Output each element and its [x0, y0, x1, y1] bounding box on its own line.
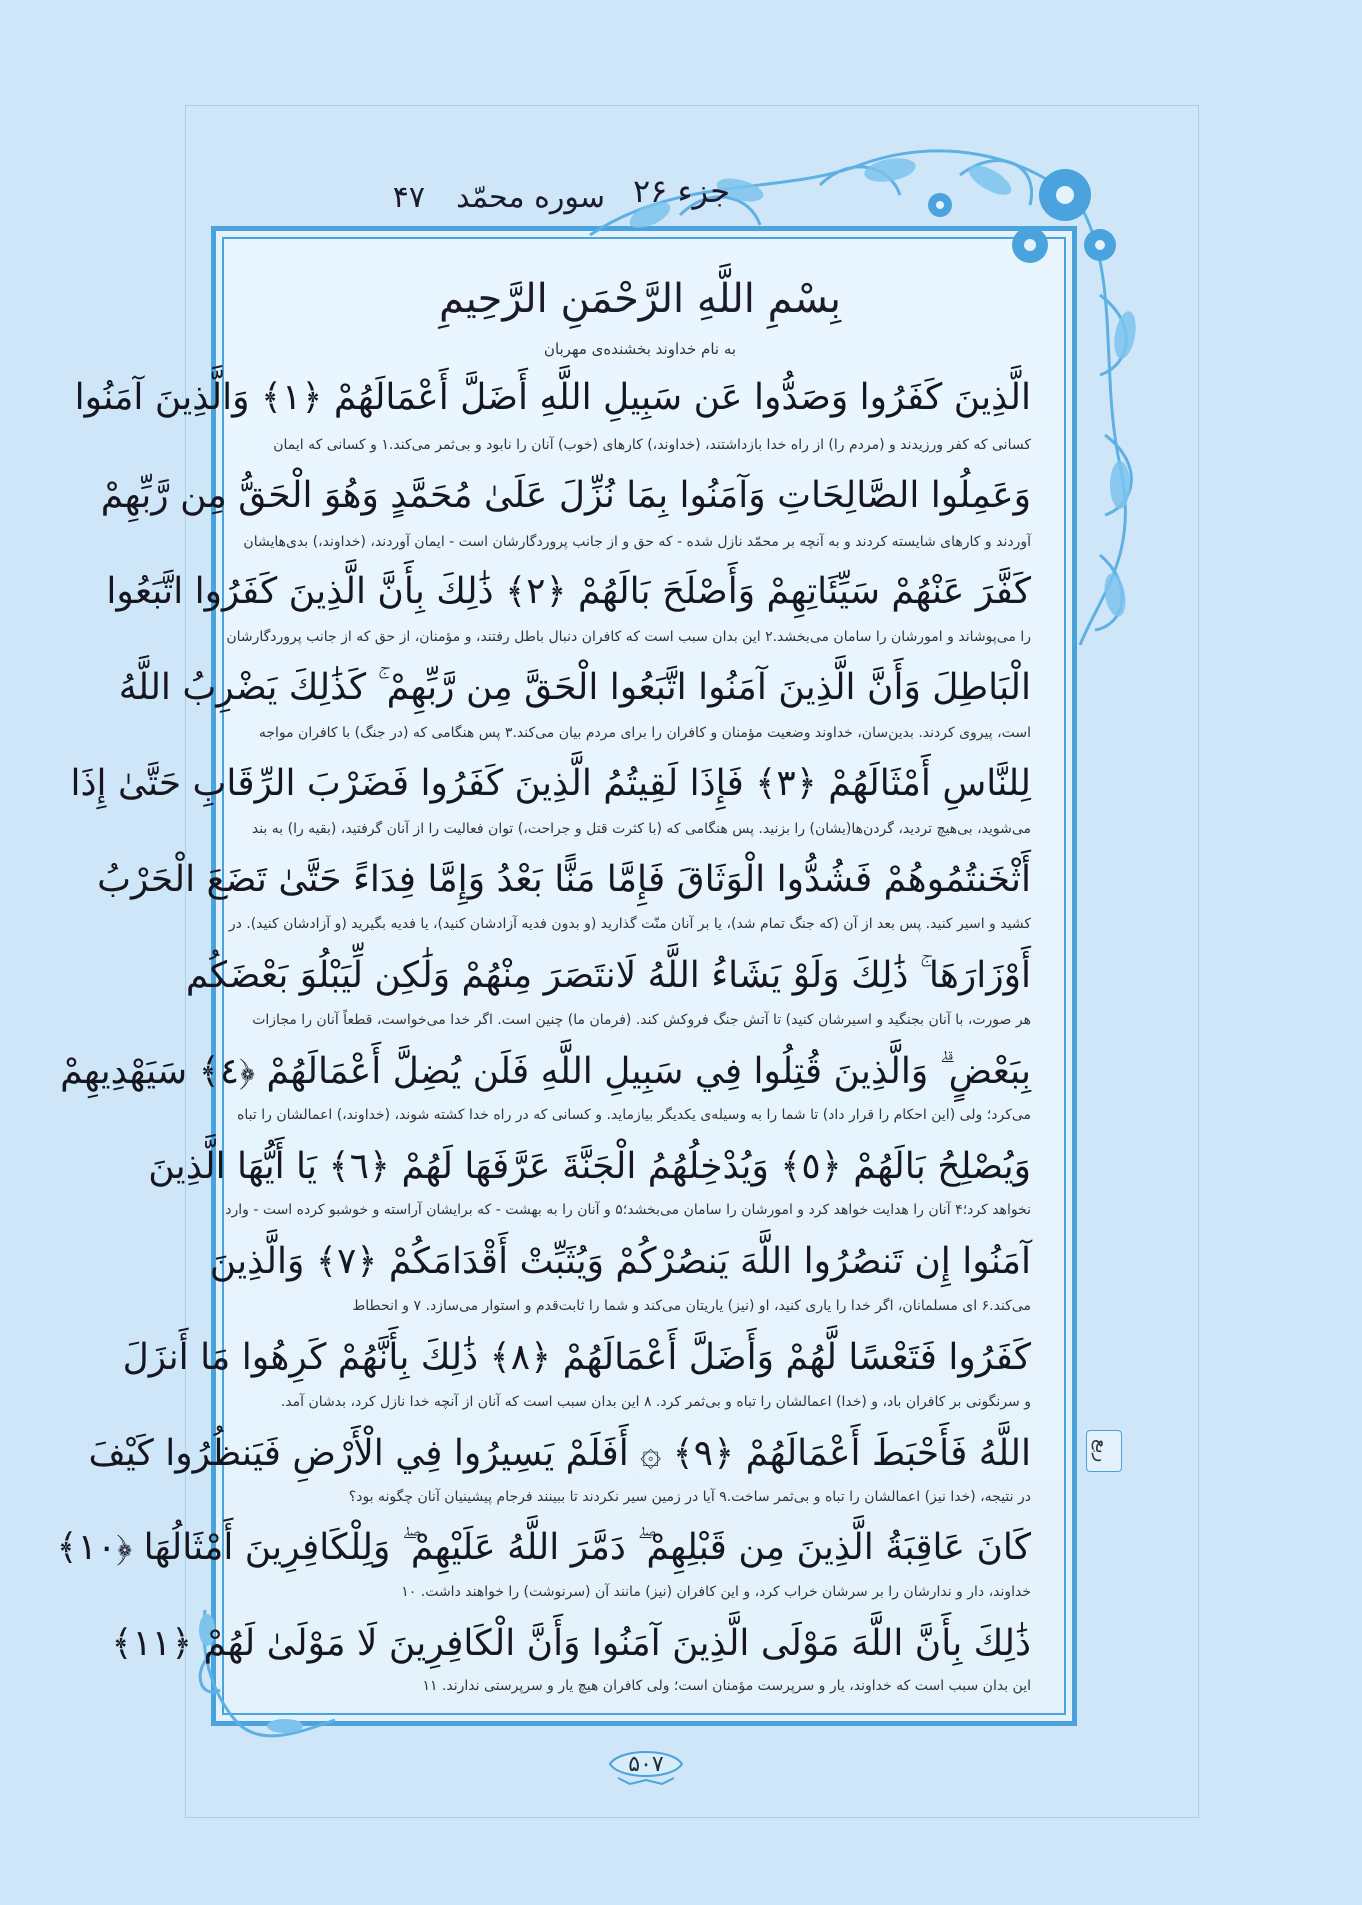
translation-line: می‌کرد؛ ولی (این احکام را قرار داد) تا شما را به وسیله‌ی یکدیگر بیازماید. و کسانی که در راه خدا کشته شوند، (خداوند،) اعمالشان را تباه — [237, 1107, 1031, 1123]
verse-line: أَوْزَارَهَا ۚ ذَٰلِكَ وَلَوْ يَشَاءُ اللَّهُ لَانتَصَرَ مِنْهُمْ وَلَٰكِن لِّيَبْلُوَ بَعْضَكُم — [185, 955, 1031, 996]
translation-line: را می‌پوشاند و امورشان را سامان می‌بخشد.۲ این بدان سبب است که کافران دنبال باطل رفتند، و مؤمنان، از حق که از جانب پروردگارشان — [226, 629, 1031, 645]
translation-line: در نتیجه، (خدا نیز) اعمالشان را تباه و بی‌ثمر ساخت.۹ آیا در زمین سیر نکردند تا ببینند فرجام پیشینیان آنان چگونه بود؟ — [348, 1489, 1031, 1505]
translation-line: و سرنگونی بر کافران باد، و (خدا) اعمالشان را تباه و بی‌ثمر کرد. ۸ این بدان سبب است که آنان از آنچه خدا نازل کرد، بدشان آمد. — [280, 1394, 1031, 1410]
translation-line: می‌شوید، بی‌هیچ تردید، گردن‌ها(یشان) را بزنید. پس هنگامی که (با کثرت قتل و جراحت،) توان فعالیت را از آنان گرفتید، (بقیه را) به بند — [251, 821, 1031, 837]
translation-line: کسانی که کفر ورزیدند و (مردم را) از راه خدا بازداشتند، (خداوند،) کارهای (خوب) آنان را نابود و بی‌ثمر می‌کند.۱ و کسانی که ایمان — [273, 437, 1031, 453]
translation-line: کشید و اسیر کنید. پس بعد از آن (که جنگ تمام شد)، یا بر آنان منّت گذارید (و بدون فدیه آزادشان کنید)، یا فدیه بگیرید (و آزادشان کنید). در — [228, 916, 1031, 932]
page-header — [370, 172, 730, 222]
translation-line: نخواهد کرد؛۴ آنان را هدایت خواهد کرد و امورشان را سامان می‌بخشد؛۵ و آنان را به بهشت - که برایشان آراسته و خوشبو کرده است - وارد — [225, 1202, 1031, 1218]
verse-line: وَعَمِلُوا الصَّالِحَاتِ وَآمَنُوا بِمَا نُزِّلَ عَلَىٰ مُحَمَّدٍ وَهُوَ الْحَقُّ مِن رَّبِّهِمْ — [100, 475, 1031, 516]
verse-line: وَيُصْلِحُ بَالَهُمْ ﴿٥﴾ وَيُدْخِلُهُمُ الْجَنَّةَ عَرَّفَهَا لَهُمْ ﴿٦﴾ يَا أَيُّهَا الَّذِينَ — [148, 1146, 1031, 1187]
juz-label: جزء ۲۶ — [632, 172, 730, 210]
verse-line: أَثْخَنتُمُوهُمْ فَشُدُّوا الْوَثَاقَ فَإِمَّا مَنًّا بَعْدُ وَإِمَّا فِدَاءً حَتَّىٰ تَضَعَ الْحَرْبُ — [97, 859, 1031, 900]
translation-line: هر صورت، با آنان بجنگید و اسیرشان کنید) تا آتش جنگ فروکش کند. (فرمان ما) چنین است. اگر خدا می‌خواست، قطعاً آنان را مجازات — [252, 1012, 1031, 1028]
translation-line: می‌کند.۶ ای مسلمانان، اگر خدا را یاری کنید، او (نیز) یاریتان می‌کند و شما را ثابت‌قدم و استوار می‌سازد. ۷ و انحطاط — [352, 1298, 1031, 1314]
bismillah-translation: به نام خداوند بخشنده‌ی مهربان — [543, 340, 737, 358]
verse-line: كَانَ عَاقِبَةُ الَّذِينَ مِن قَبْلِهِمْ ۖ دَمَّرَ اللَّهُ عَلَيْهِمْ ۖ وَلِلْكَافِرِينَ أَمْثَالُهَا ﴿١٠﴾ — [56, 1527, 1031, 1568]
verse-line: بِبَعْضٍ ۗ وَالَّذِينَ قُتِلُوا فِي سَبِيلِ اللَّهِ فَلَن يُضِلَّ أَعْمَالَهُمْ ﴿٤﴾ سَيَهْدِيهِمْ — [60, 1051, 1031, 1092]
verse-line: الَّذِينَ كَفَرُوا وَصَدُّوا عَن سَبِيلِ اللَّهِ أَضَلَّ أَعْمَالَهُمْ ﴿١﴾ وَالَّذِينَ آمَنُوا — [74, 377, 1031, 418]
verse-line: كَفَّرَ عَنْهُمْ سَيِّئَاتِهِمْ وَأَصْلَحَ بَالَهُمْ ﴿٢﴾ ذَٰلِكَ بِأَنَّ الَّذِينَ كَفَرُوا اتَّبَعُوا — [106, 571, 1031, 612]
bismillah — [370, 276, 910, 322]
translation-line: است، پیروی کردند. بدین‌سان، خداوند وضعیت مؤمنان و کافران را برای مردم بیان می‌کند.۳ پس هنگامی که (در جنگ) با کافران مواجه — [258, 725, 1031, 741]
page-number — [606, 1742, 686, 1786]
surah-name: سوره محمّد — [456, 180, 605, 215]
verse-line: لِلنَّاسِ أَمْثَالَهُمْ ﴿٣﴾ فَإِذَا لَقِيتُمُ الَّذِينَ كَفَرُوا فَضَرْبَ الرِّقَابِ حَتَّىٰ إِذَا — [70, 763, 1031, 804]
bismillah-text: بِسْمِ اللَّهِ الرَّحْمَنِ الرَّحِيمِ — [438, 276, 842, 322]
verse-line: آمَنُوا إِن تَنصُرُوا اللَّهَ يَنصُرْكُمْ وَيُثَبِّتْ أَقْدَامَكُمْ ﴿٧﴾ وَالَّذِينَ — [209, 1241, 1031, 1282]
verse-line: ذَٰلِكَ بِأَنَّ اللَّهَ مَوْلَى الَّذِينَ آمَنُوا وَأَنَّ الْكَافِرِينَ لَا مَوْلَىٰ لَهُمْ ﴿١١﴾ — [111, 1623, 1031, 1664]
verse-line: اللَّهُ فَأَحْبَطَ أَعْمَالَهُمْ ﴿٩﴾ ۞ أَفَلَمْ يَسِيرُوا فِي الْأَرْضِ فَيَنظُرُوا كَيْفَ — [88, 1433, 1031, 1474]
translation-line: آوردند و کارهای شایسته کردند و به آنچه بر محمّد نازل شده - که حق و از جانب پروردگارشان است - ایمان آوردند، (خداوند،) بدی‌هایشان — [243, 534, 1031, 550]
page-number-text: ۵۰۷ — [628, 1752, 664, 1777]
translation-line: خداوند، دار و ندارشان را بر سرشان خراب کرد، و این کافران (نیز) مانند آن (سرنوشت) را خواهند داشت. ۱۰ — [401, 1584, 1031, 1600]
verse-line: الْبَاطِلَ وَأَنَّ الَّذِينَ آمَنُوا اتَّبَعُوا الْحَقَّ مِن رَّبِّهِمْ ۚ كَذَٰلِكَ يَضْرِبُ اللَّهُ — [118, 667, 1031, 708]
verse-line: كَفَرُوا فَتَعْسًا لَّهُمْ وَأَضَلَّ أَعْمَالَهُمْ ﴿٨﴾ ذَٰلِكَ بِأَنَّهُمْ كَرِهُوا مَا أَنزَلَ — [122, 1337, 1031, 1378]
translation-line: این بدان سبب است که خداوند، یار و سرپرست مؤمنان است؛ ولی کافران هیچ یار و سرپرستی ندارند. ۱۱ — [422, 1678, 1031, 1694]
surah-number: ۴۷ — [392, 180, 425, 215]
rub-marker: ربع — [1086, 1430, 1122, 1472]
